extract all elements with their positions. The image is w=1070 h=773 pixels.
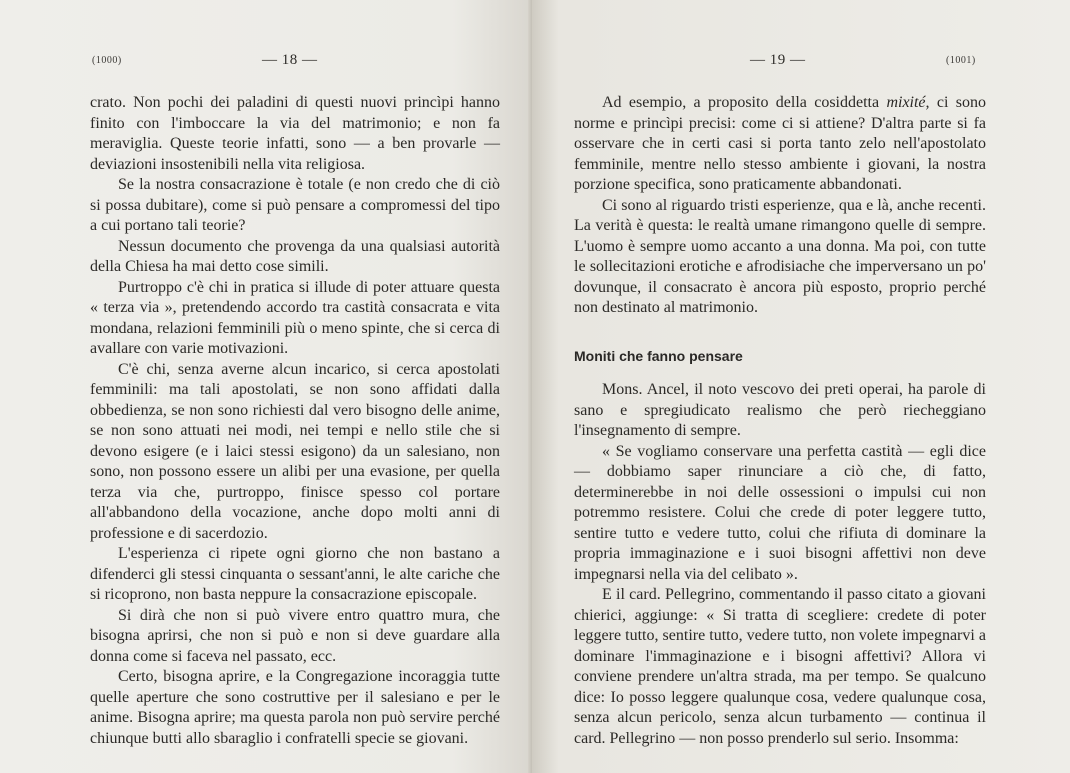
paragraph: Mons. Ancel, il noto vescovo dei preti operai, ha parole di sano e spregiudicato realismo che però riecheggiano l'insegnamento di sempre. xyxy=(574,381,986,439)
left-running-code: (1000) xyxy=(92,55,122,66)
right-running-code: (1001) xyxy=(946,55,976,66)
paragraph: crato. Non pochi dei paladini di questi nuovi princìpi hanno finito con l'imboccare la via del matrimonio; e non fa meraviglia. Queste teorie infatti, sono — a ben provarle — deviazioni insostenibili nella vita religiosa. xyxy=(90,94,500,173)
paragraph: L'esperienza ci ripete ogni giorno che non bastano a difenderci gli stessi cinquanta o sessant'anni, le alte cariche che si ricoprono, non basta neppure la consacrazione episcopale. xyxy=(90,545,500,603)
paragraph: Certo, bisogna aprire, e la Congregazione incoraggia tutte quelle aperture che sono costruttive per il salesiano e per le anime. Bisogna aprire; ma questa parola non può servire perché chiunque butti allo sbaraglio i confratelli specie se giovani. xyxy=(90,668,500,747)
right-page xyxy=(532,0,1070,773)
paragraph-text: Ad esempio, a proposito della cosiddetta xyxy=(602,94,887,111)
italic-term: mixité, xyxy=(886,94,930,111)
paragraph-text: ci sono norme e princìpi precisi: come ci si attiene? D'altra parte si fa osservare che in certi casi si porta tanto zelo nell'apostolato femminile, mentre nello stesso ambiente i giovani, la nostra porzione specifica, sono praticamente abbandonati. xyxy=(574,94,986,193)
paragraph: Nessun documento che provenga da una qualsiasi autorità della Chiesa ha mai detto cose simili. xyxy=(90,237,500,275)
paragraph: « Se vogliamo conservare una perfetta castità — egli dice — dobbiamo saper rinunciare a ciò che, di fatto, determinerebbe in noi delle ossessioni o impulsi cui non potremmo resistere. Colui che crede di poter leggere tutto, sentire tutto e vedere tutto, colui che rifiuta di dominare la propria immaginazione e i suoi bisogni affettivi non deve impegnarsi nella via del celibato ». xyxy=(574,442,986,583)
paragraph: Purtroppo c'è chi in pratica si illude di poter attuare questa « terza via », pretendendo accordo tra castità consacrata e vita mondana, relazioni femminili più o meno spinte, che si cerca di avallare con varie motivazioni. xyxy=(90,278,500,357)
paragraph: E il card. Pellegrino, commentando il passo citato a giovani chierici, aggiunge: « Si tratta di scegliere: credete di poter leggere tutto, sentire tutto, vedere tutto, non volete impegnarvi a dominare l'immaginazione e i bisogni affettivi? Allora vi conviene prendere un'altra strada, ma per tempo. Se qualcuno dice: Io posso leggere qualunque cosa, vedere qualunque cosa, senza alcun pericolo, senza alcun turbamento — continua il card. Pellegrino — non posso prenderlo sul serio. Insomma: xyxy=(574,586,986,747)
section-heading: Moniti che fanno pensare xyxy=(574,347,743,364)
left-page-number: — 18 — xyxy=(262,52,318,68)
paragraph: Si dirà che non si può vivere entro quattro mura, che bisogna aprirsi, che non si può e non si deve guardare alla donna come si faceva nel passato, ecc. xyxy=(90,606,500,665)
left-page xyxy=(0,0,532,773)
right-text-column xyxy=(574,93,986,749)
left-text-column xyxy=(90,93,500,749)
paragraph: Se la nostra consacrazione è totale (e non credo che di ciò si possa dubitare), come si può pensare a compromessi del tipo a cui portano tali teorie? xyxy=(90,176,500,234)
right-page-number: — 19 — xyxy=(750,52,806,68)
paragraph: Ci sono al riguardo tristi esperienze, qua e là, anche recenti. La verità è questa: le realtà umane rimangono quelle di sempre. L'uomo è sempre uomo accanto a una donna. Ma poi, con tutte le sollecitazioni erotiche e afrodisiache che imperversano un po' dovunque, il consacrato è ancora più esposto, proprio perché non destinato al matrimonio. xyxy=(574,196,986,316)
paragraph xyxy=(574,93,986,196)
paragraph: C'è chi, senza averne alcun incarico, si cerca apostolati femminili: ma tali apostolati, se non sono affidati dalla obbedienza, se non sono richiesti dal vero bisogno delle anime, se non sono attuati nei modi, nei tempi e nello stile che si devono esigere (e i laici stessi esigono) da un salesiano, non sono, non possono essere un alibi per una evasione, per quella terza via che, purtroppo, finisce spesso col portare all'abbandono della vocazione, anche dopo molti anni di professione e di sacerdozio. xyxy=(90,360,500,542)
